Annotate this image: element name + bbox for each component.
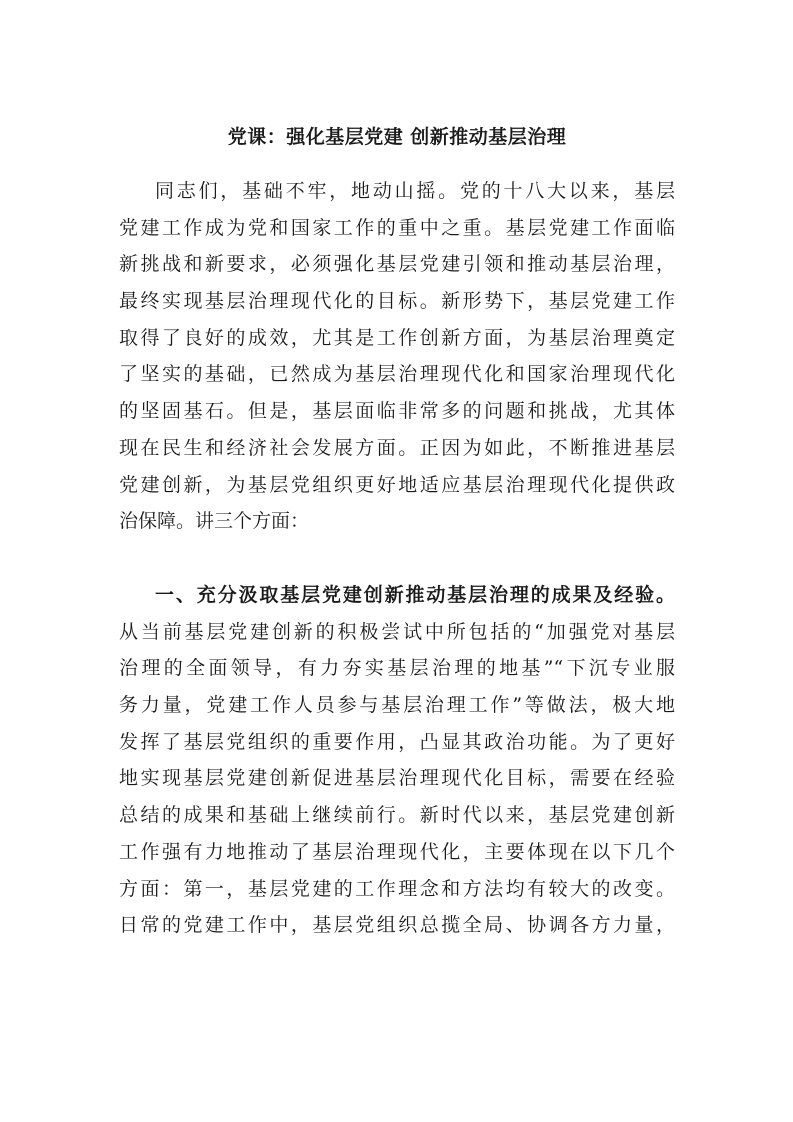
paragraph-line: 最终实现基层治理现代化的目标。新形势下，基层党建工作 (119, 290, 675, 313)
paragraph-line: 党建创新，为基层党组织更好地适应基层治理现代化提供政 (119, 473, 675, 496)
document-page (119, 0, 675, 1122)
paragraph-line: 方面：第一，基层党建的工作理念和方法均有较大的改变。 (119, 877, 675, 900)
paragraph-line: 日常的党建工作中，基层党组织总揽全局、协调各方力量， (119, 914, 675, 937)
document-title: 党课：强化基层党建 创新推动基层治理 (227, 126, 567, 148)
paragraph-line: 现在民生和经济社会发展方面。正因为如此，不断推进基层 (119, 436, 675, 459)
paragraph-line: 同志们，基础不牢，地动山摇。党的十八大以来，基层 (155, 180, 675, 202)
paragraph-line: 发挥了基层党组织的重要作用，凸显其政治功能。为了更好 (119, 730, 675, 753)
section1-paragraph (119, 577, 675, 944)
paragraph-line: 党建工作成为党和国家工作的重中之重。基层党建工作面临 (119, 216, 675, 239)
paragraph-line: 取得了良好的成效，尤其是工作创新方面，为基层治理奠定 (119, 326, 675, 349)
paragraph-line: 新挑战和新要求，必须强化基层党建引领和推动基层治理， (119, 253, 675, 276)
paragraph-line: 总结的成果和基础上继续前行。新时代以来，基层党建创新 (119, 804, 675, 827)
intro-paragraph (119, 173, 675, 540)
paragraph-line: 从当前基层党建创新的积极尝试中所包括的“加强党对基层 (119, 620, 675, 643)
paragraph-line: 治保障。讲三个方面： (119, 510, 310, 533)
paragraph-line: 了坚实的基础，已然成为基层治理现代化和国家治理现代化 (119, 363, 675, 386)
paragraph-line: 地实现基层党建创新促进基层治理现代化目标，需要在经验 (119, 767, 675, 790)
section1-heading: 一、充分汲取基层党建创新推动基层治理的成果及经验。 (155, 584, 675, 606)
paragraph-line: 务力量，党建工作人员参与基层治理工作”等做法，极大地 (119, 694, 675, 717)
paragraph-line: 工作强有力地推动了基层治理现代化，主要体现在以下几个 (119, 840, 675, 863)
paragraph-line: 的坚固基石。但是，基层面临非常多的问题和挑战，尤其体 (119, 400, 675, 423)
paragraph-line: 治理的全面领导，有力夯实基层治理的地基”“下沉专业服 (119, 657, 675, 680)
